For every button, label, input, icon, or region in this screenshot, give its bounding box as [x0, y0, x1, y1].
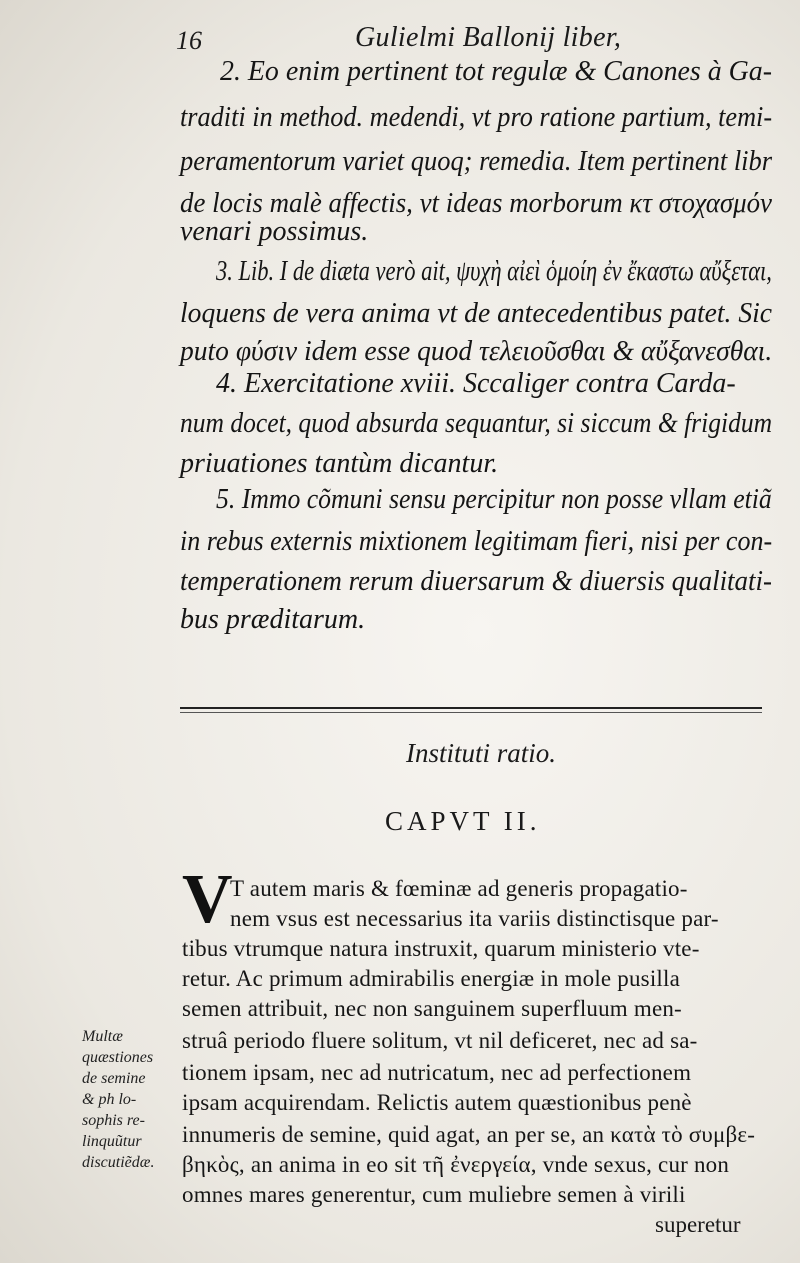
catchword: superetur [655, 1212, 741, 1237]
margin-note-line: linquũtur [82, 1133, 142, 1150]
body-line: struâ periodo fluere solitum, vt nil deficeret, nec ad sa- [182, 1028, 698, 1053]
note-line: traditi in method. medendi, vt pro ratione partium, temi- [180, 102, 773, 133]
note-line: loquens de vera anima vt de antecedentibus patet. Sic [180, 298, 773, 329]
margin-note [82, 1026, 182, 1173]
section-rule [180, 707, 762, 709]
body-line: βηκὸς, an anima in eo sit τῆ ἐνεργεία, vnde sexus, cur non [182, 1152, 730, 1177]
page-header [0, 18, 800, 58]
note-line: 5. Immo cõmuni sensu percipitur non posse vllam etiã [216, 484, 772, 515]
note-line: venari possimus. [180, 216, 369, 247]
margin-note-line: & ph lo- [82, 1091, 137, 1108]
body-line: omnes mares generentur, cum muliebre semen à virili [182, 1182, 686, 1207]
margin-note-line: de semine [82, 1070, 146, 1087]
body-line: nem vsus est necessarius ita variis distinctisque par- [230, 906, 719, 931]
note-line: de locis malè affectis, vt ideas morborum κτ στοχασμόν [180, 188, 772, 219]
note-line: 3. Lib. I de diæta verò ait, ψυχὴ αἰεὶ ὁμοίη ἐν ἔκαστω αὔξεται, [216, 256, 772, 287]
margin-note-line: Multæ [82, 1028, 123, 1045]
body-line: ipsam acquirendam. Relictis autem quæstionibus penè [182, 1090, 692, 1115]
body-line: tionem ipsam, nec ad nutricatum, nec ad perfectionem [182, 1060, 692, 1085]
body-line: tibus vtrumque natura instruxit, quarum ministerio vte- [182, 936, 700, 961]
note-line: bus præditarum. [180, 604, 366, 635]
margin-note-line: sophis re- [82, 1112, 145, 1129]
note-line: puto φύσιν idem esse quod τελειοῦσθαι & αὔξανεσθαι. [180, 336, 773, 367]
note-line: num docet, quod absurda sequantur, si siccum & frigidum [180, 408, 773, 439]
drop-capital: V [182, 861, 233, 938]
body-line: T autem maris & fœminæ ad generis propagatio- [230, 876, 688, 901]
note-line: 2. Eo enim pertinent tot regulæ & Canones à Ga- [220, 56, 773, 87]
note-line: priuationes tantùm dicantur. [180, 448, 499, 479]
note-line: 4. Exercitatione xviii. Sccaliger contra Carda- [216, 368, 736, 399]
body-line: retur. Ac primum admirabilis energiæ in mole pusilla [182, 966, 681, 991]
note-line: temperationem rerum diuersarum & diuersis qualitati- [180, 566, 773, 597]
running-head: Gulielmi Ballonij liber, [355, 22, 622, 53]
section-subtitle: Instituti ratio. [406, 738, 557, 768]
page-number: 16 [176, 26, 202, 55]
note-line: in rebus externis mixtionem legitimam fieri, nisi per con- [180, 526, 773, 557]
margin-note-line: discutiẽdæ. [82, 1154, 155, 1171]
note-line: peramentorum variet quoq; remedia. Item pertinent libr [180, 146, 773, 177]
body-line: semen attribuit, nec non sanguinem superfluum men- [182, 996, 682, 1021]
chapter-heading: CAPVT II. [385, 806, 541, 836]
body-line: innumeris de semine, quid agat, an per se, an κατὰ τὸ συμβε- [182, 1122, 756, 1147]
section-rule-thin [180, 712, 762, 713]
margin-note-line: quæstiones [82, 1049, 154, 1066]
